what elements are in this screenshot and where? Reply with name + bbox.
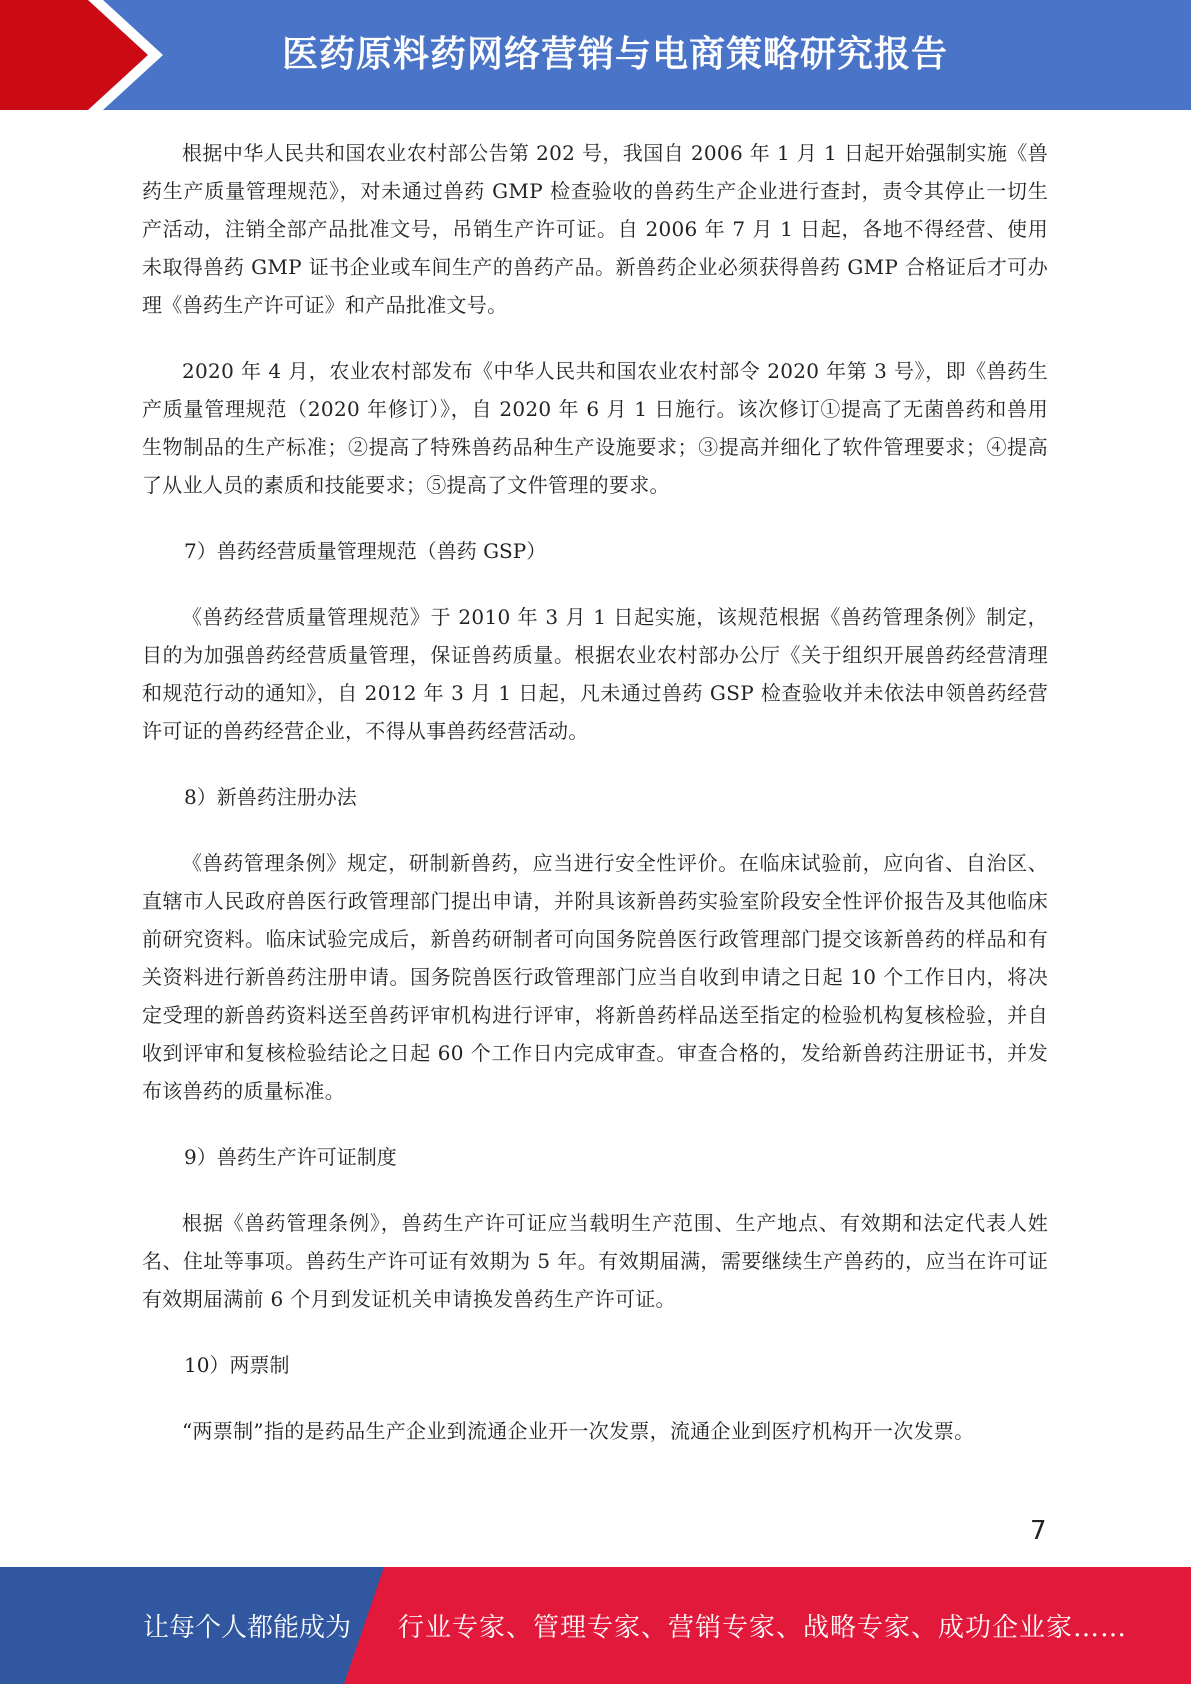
paragraph-gmp-2020: 2020 年 4 月，农业农村部发布《中华人民共和国农业农村部令 2020 年第 3 号》，即《兽药生产质量管理规范（2020 年修订）》，自 2020 年 6 月 1 日施行。该次修订①提高了无菌兽药和兽用生物制品的生产标准；②提高了特殊兽药品种生产设施要求；③提高并细化了软件管理要求；④提高了从业人员的素质和技能要求；⑤提高了文件管理的要求。 — [142, 359, 1048, 497]
paragraph-registration: 《兽药管理条例》规定，研制新兽药，应当进行安全性评价。在临床试验前，应向省、自治区、直辖市人民政府兽医行政管理部门提出申请，并附具该新兽药实验室阶段安全性评价报告及其他临床前研究资料。临床试验完成后，新兽药研制者可向国务院兽医行政管理部门提交该新兽药的样品和有关资料进行新兽药注册申请。国务院兽医行政管理部门应当自收到申请之日起 10 个工作日内，将决定受理的新兽药资料送至兽药评审机构进行评审，将新兽药样品送至指定的检验机构复核检验，并自收到评审和复核检验结论之日起 60 个工作日内完成审查。审查合格的，发给新兽药注册证书，并发布该兽药的质量标准。 — [142, 851, 1048, 1103]
page-header — [0, 0, 1191, 110]
report-title: 医药原料药网络营销与电商策略研究报告 — [282, 34, 949, 75]
section-heading-license: 9）兽药生产许可证制度 — [184, 1145, 397, 1169]
page-footer — [0, 1567, 1191, 1684]
paragraph-two-invoice: “两票制”指的是药品生产企业到流通企业开一次发票，流通企业到医疗机构开一次发票。 — [182, 1419, 975, 1443]
section-heading-gsp: 7）兽药经营质量管理规范（兽药 GSP） — [184, 539, 547, 563]
page-number: 7 — [1030, 1516, 1047, 1546]
paragraph-gmp-2006: 根据中华人民共和国农业农村部公告第 202 号，我国自 2006 年 1 月 1 日起开始强制实施《兽药生产质量管理规范》，对未通过兽药 GMP 检查验收的兽药生产企业进行查封，责令其停止一切生产活动，注销全部产品批准文号，吊销生产许可证。自 2006 年 7 月 1 日起，各地不得经营、使用未取得兽药 GMP 证书企业或车间生产的兽药产品。新兽药企业必须获得兽药 GMP 合格证后才可办理《兽药生产许可证》和产品批准文号。 — [142, 141, 1048, 317]
document-body — [142, 134, 1048, 1478]
paragraph-gsp: 《兽药经营质量管理规范》于 2010 年 3 月 1 日起实施，该规范根据《兽药管理条例》制定，目的为加强兽药经营质量管理，保证兽药质量。根据农业农村部办公厅《关于组织开展兽药经营清理和规范行动的通知》，自 2012 年 3 月 1 日起，凡未通过兽药 GSP 检查验收并未依法申领兽药经营许可证的兽药经营企业，不得从事兽药经营活动。 — [142, 605, 1048, 743]
footer-slogan-right: 行业专家、管理专家、营销专家、战略专家、成功企业家…… — [398, 1613, 1128, 1643]
paragraph-license: 根据《兽药管理条例》，兽药生产许可证应当载明生产范围、生产地点、有效期和法定代表人姓名、住址等事项。兽药生产许可证有效期为 5 年。有效期届满，需要继续生产兽药的，应当在许可证有效期届满前 6 个月到发证机关申请换发兽药生产许可证。 — [142, 1211, 1048, 1311]
footer-slogan-left: 让每个人都能成为 — [143, 1613, 352, 1643]
section-heading-registration: 8）新兽药注册办法 — [184, 785, 357, 809]
section-heading-two-invoice: 10）两票制 — [184, 1353, 290, 1377]
